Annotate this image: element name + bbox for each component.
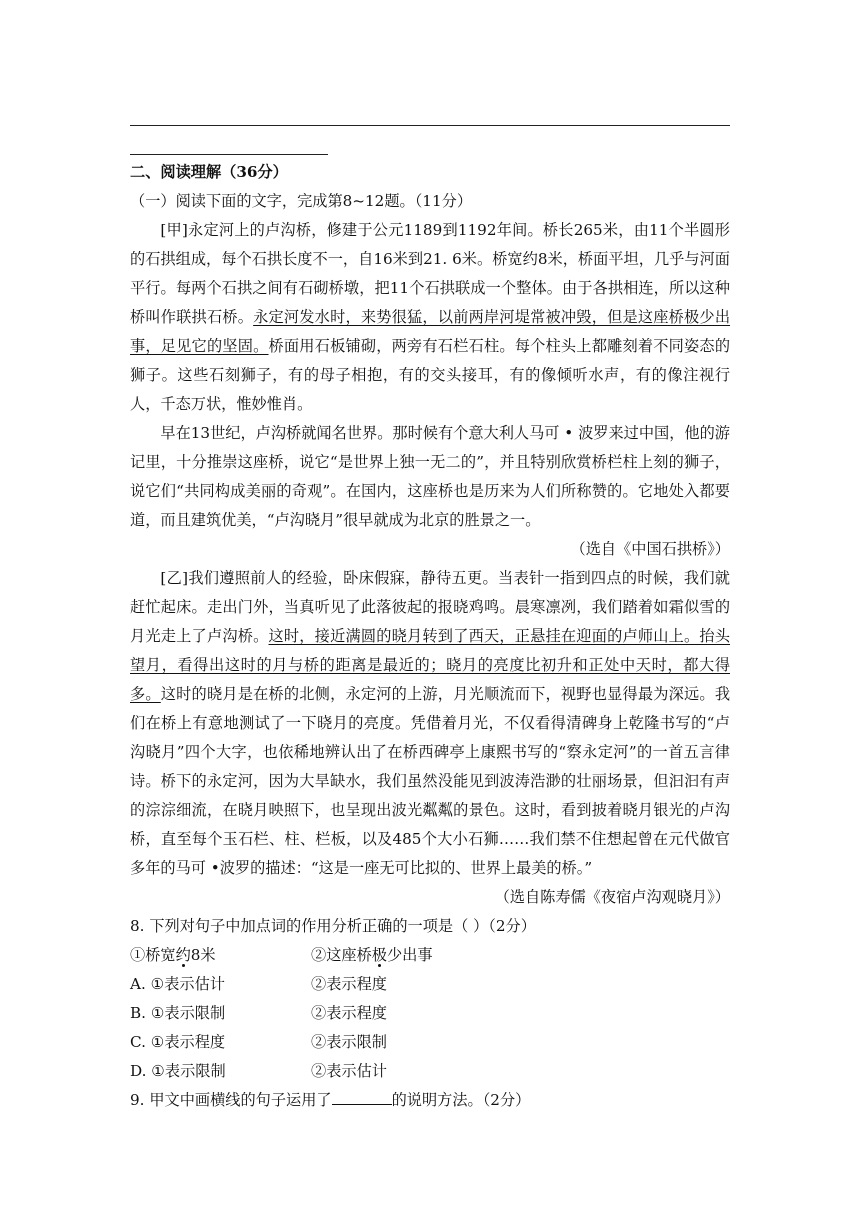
sentence-2-post: 少出事 (386, 946, 433, 964)
document-content (130, 158, 730, 1115)
option-c-part-1: C. ①表示程度 (130, 1033, 226, 1051)
question-8-option-a (130, 970, 730, 999)
divider-short (130, 154, 328, 155)
question-8-stem: 8. 下列对句子中加点词的作用分析正确的一项是（ ）（2分） (130, 917, 536, 935)
option-c-part-2: ②表示限制 (311, 1033, 387, 1051)
question-8-sentence-1 (130, 941, 311, 970)
section-title: 二、阅读理解（36分） (130, 163, 288, 181)
dotted-word-1: 约 (175, 946, 191, 964)
option-b-part-2: ②表示程度 (311, 1004, 387, 1022)
question-8-option-c (130, 1028, 730, 1057)
passage-jia-source: （选自《中国石拱桥》） (570, 540, 730, 558)
passage-yi-source: （选自陈寿儒《夜宿卢沟观晓月》） (494, 888, 730, 906)
question-8-option-d (130, 1057, 730, 1086)
passage-jia-paragraph-1 (130, 216, 730, 419)
passage-jia-underlined-sentence: 永定河发水时，来势很猛，以前两岸河堤常被冲毁，但是这座桥极少出事，足见它的坚固。 (130, 308, 731, 355)
question-9-pre: 9. 甲文中画横线的句子运用了 (130, 1091, 332, 1109)
question-8-option-b (130, 999, 730, 1028)
passage-jia-text-b: 桥面用石板铺砌，两旁有石栏石柱。每个柱头上都雕刻着不同姿态的狮子。这些石刻狮子，有的母子相抱，有的交头接耳，有的像倾听水声，有的像注视行人，千态万状，惟妙惟肖。 (130, 337, 731, 413)
passage-yi-text-a: [乙]我们遵照前人的经验，卧床假寐，静待五更。当表针一指到四点的时候，我们就赶忙起床。走出门外，当真听见了此落彼起的报晓鸡鸣。晨寒凛冽，我们踏着如霜似雪的月光走上了卢沟桥。 (130, 569, 730, 645)
sentence-1-pre: ①桥宽 (130, 946, 176, 964)
option-d-part-2: ②表示估计 (311, 1062, 387, 1080)
option-d-part-1: D. ①表示限制 (130, 1062, 226, 1080)
question-9 (130, 1086, 730, 1115)
passage-jia-paragraph-2: 早在13世纪，卢沟桥就闻名世界。那时候有个意大利人马可 • 波罗来过中国，他的游记里，十分推崇这座桥，说它“是世界上独一无二的”，并且特别欣赏桥栏柱上刻的狮子，说它们“共同构成美丽的奇观”。在国内，这座桥也是历来为人们所称赞的。它地处入都要道，而且建筑优美，“卢沟晓月”很早就成为北京的胜景之一。 (130, 424, 730, 529)
option-a-part-2: ②表示程度 (311, 975, 387, 993)
divider-long (130, 125, 730, 126)
question-8-sentence-2 (311, 941, 433, 970)
sentence-2-pre: ②这座桥 (311, 946, 372, 964)
option-b-part-1: B. ①表示限制 (130, 1004, 226, 1022)
section-subtitle: （一）阅读下面的文字，完成第8~12题。（11分） (130, 192, 473, 210)
dotted-word-2: 极 (371, 946, 387, 964)
question-8-sentences (130, 941, 730, 970)
passage-yi-paragraph (130, 564, 730, 883)
passage-yi-text-b: 这时的晓月是在桥的北侧，永定河的上游，月光顺流而下，视野也显得最为深远。我们在桥上有意地测试了一下晓月的亮度。凭借着月光，不仅看得清碑身上乾隆书写的“卢沟晓月”四个大字，也依稀地辨认出了在桥西碑亭上康熙书写的“察永定河”的一首五言律诗。桥下的永定河，因为大旱缺水，我们虽然没能见到波涛浩渺的壮丽场景，但汩汩有声的淙淙细流，在晓月映照下，也呈现出波光粼粼的景色。这时，看到披着晓月银光的卢沟桥，直至每个玉石栏、柱、栏板，以及485个大小石狮……我们禁不住想起曾在元代做官多年的马可 •波罗的描述：“这是一座无可比拟的、世界上最美的桥。” (130, 685, 731, 877)
question-9-post: 的说明方法。（2分） (391, 1091, 531, 1109)
sentence-1-post: 8米 (190, 946, 216, 964)
answer-blank (332, 1088, 392, 1105)
passage-yi-underlined-sentence: 这时，接近满圆的晓月转到了西天，正悬挂在迎面的卢师山上。抬头望月，看得出这时的月与桥的距离是最近的；晓月的亮度比初升和正处中天时，都大得多。 (130, 627, 731, 703)
option-a-part-1: A. ①表示估计 (130, 975, 225, 993)
passage-jia-text-a: [甲]永定河上的卢沟桥，修建于公元1189到1192年间。桥长265米，由11个半圆形的石拱组成，每个石拱长度不一，自16米到21. 6米。桥宽约8米，桥面平坦，几乎与河面平行。每两个石拱之间有石砌桥墩，把11个石拱联成一个整体。由于各拱相连，所以这种桥叫作联拱石桥。 (130, 221, 730, 326)
